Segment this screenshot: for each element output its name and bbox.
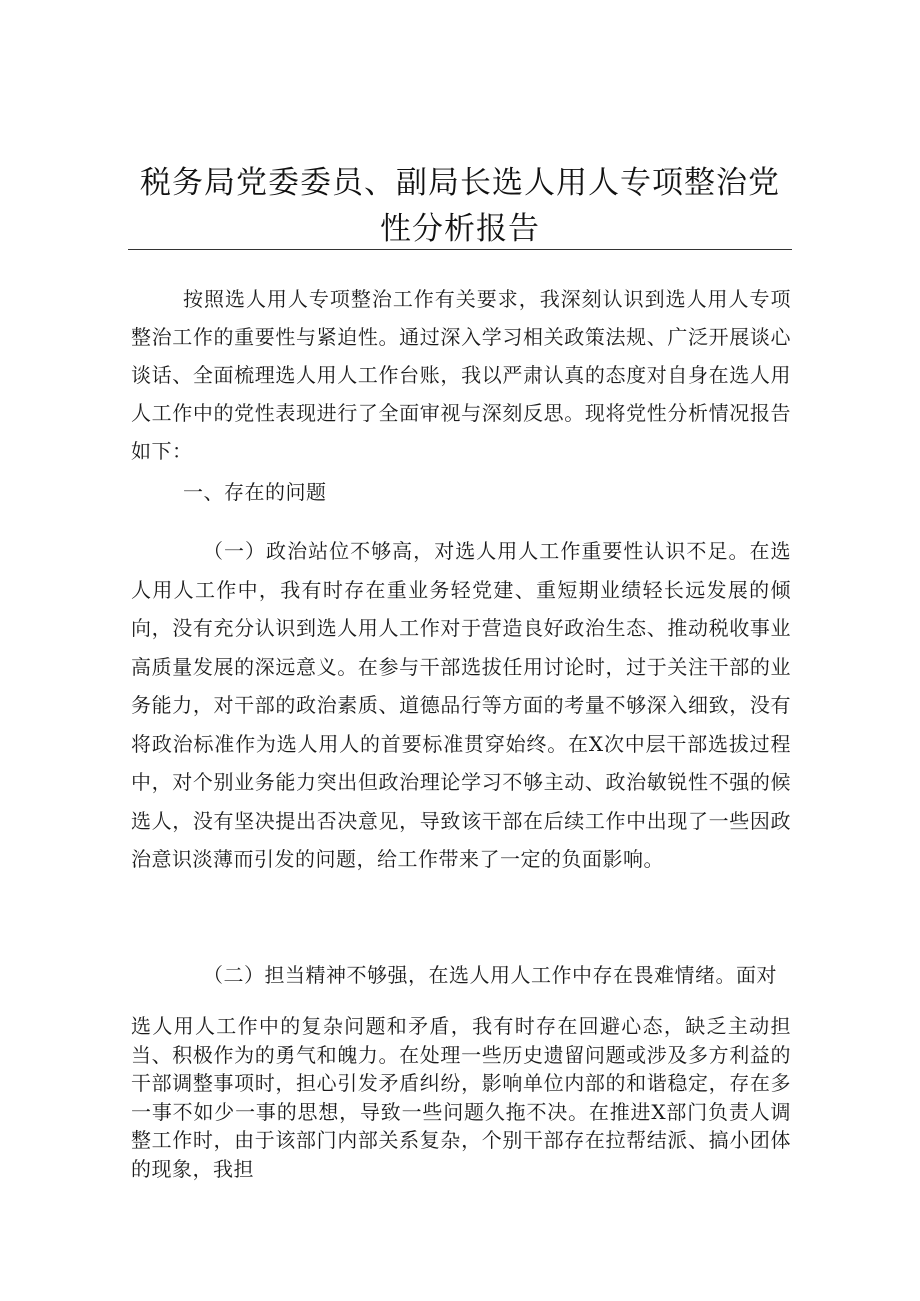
issue-2-paragraph: 选人用人工作中的复杂问题和矛盾，我有时存在回避心态，缺乏主动担当、积极作为的勇气和魄力。在处理一些历史遗留问题或涉及多方利益的干部调整事项时，担心引发矛盾纠纷，影响单位内部的和谐稳定，存在多一事不如少一事的思想，导致一些问题久拖不决。在推进X部门负责人调整工作时，由于该部门内部关系复杂，个别干部存在拉帮结派、搞小团体的现象，我担 <box>131 1014 791 1181</box>
issue-1-paragraph: （一）政治站位不够高，对选人用人工作重要性认识不足。在选人用人工作中，我有时存在重业务轻党建、重短期业绩轻长远发展的倾向，没有充分认识到选人用人工作对于营造良好政治生态、推动税收事业高质量发展的深远意义。在参与干部选拔任用讨论时，过于关注干部的业务能力，对干部的政治素质、道德品行等方面的考量不够深入细致，没有将政治标准作为选人用人的首要标准贯穿始终。在X次中层干部选拔过程中，对个别业务能力突出但政治理论学习不够主动、政治敏锐性不强的候选人，没有坚决提出否决意见，导致该干部在后续工作中出现了一些因政治意识淡薄而引发的问题，给工作带来了一定的负面影响。 <box>131 539 791 871</box>
intro-paragraph: 按照选人用人专项整治工作有关要求，我深刻认识到选人用人专项整治工作的重要性与紧迫性。通过深入学习相关政策法规、广泛开展谈心谈话、全面梳理选人用人工作台账，我以严肃认真的态度对自身在选人用人工作中的党性表现进行了全面审视与深刻反思。现将党性分析情况报告如下： <box>131 287 791 463</box>
issue-2-heading: （二）担当精神不够强，在选人用人工作中存在畏难情绪。面对 <box>203 963 777 987</box>
document-title <box>128 160 792 252</box>
title-line-1: 税务局党委委员、副局长选人用人专项整治党 <box>140 165 780 201</box>
title-line-2: 性分析报告 <box>380 211 540 247</box>
section-heading-problems: 一、存在的问题 <box>183 480 327 504</box>
title-underline <box>128 249 792 250</box>
